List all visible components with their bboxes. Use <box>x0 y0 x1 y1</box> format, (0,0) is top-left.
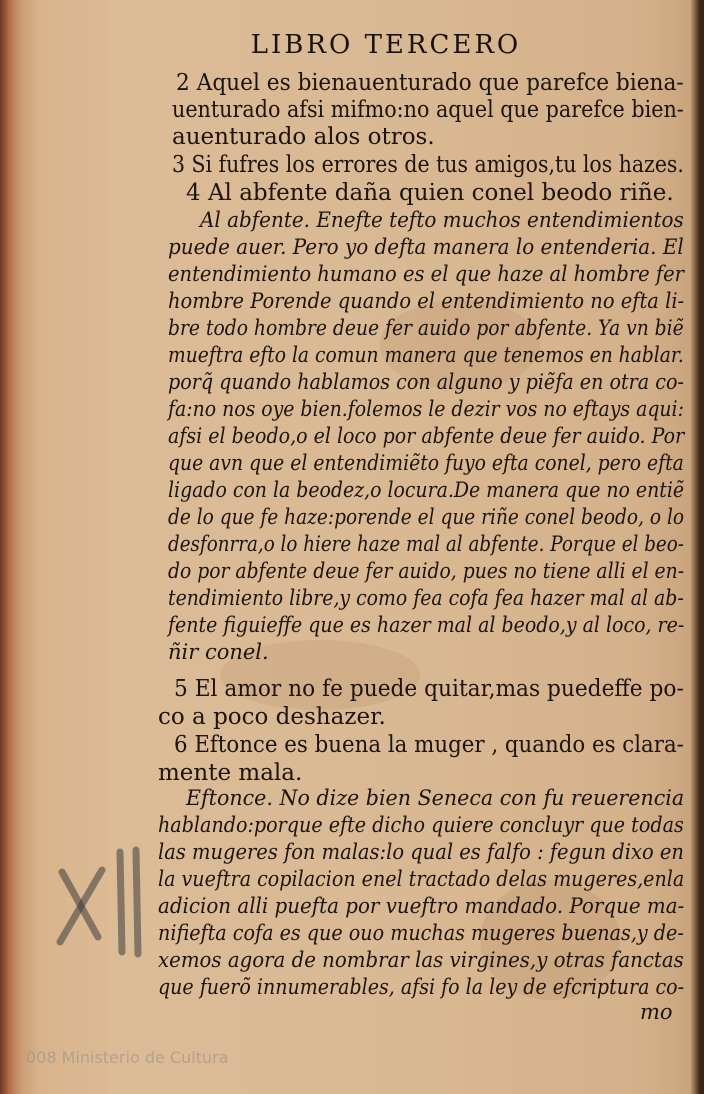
text-line: puede auer. Pero yo defta manera lo entenderia. El <box>168 235 684 259</box>
text-line: adicion alli puefta por vueftro mandado. Porque ma- <box>158 894 685 918</box>
text-line: ñir conel. <box>168 640 269 664</box>
text-line: que fuerõ innumerables, afsi fo la ley de efcriptura co- <box>158 975 685 999</box>
text-line: auenturado alos otros. <box>172 124 435 150</box>
text-line: mo <box>640 1000 673 1024</box>
text-line: hablando:porque efte dicho quiere concluyr que todas <box>158 813 684 837</box>
text-line: fa:no nos oye bien.folemos le dezir vos no eftays aqui: <box>168 397 684 421</box>
text-line: que avn que el entendimiẽto fuyo efta conel, pero efta <box>168 451 684 475</box>
text-line: desfonrra,o lo hiere haze mal al abfente. Porque el beo- <box>168 532 684 556</box>
text-line: 2 Aquel es bienauenturado que parefce biena- <box>176 70 684 96</box>
text-line: Al abfente. Enefte tefto muchos entendimientos <box>200 208 684 232</box>
text-line: do por abfente deue fer auido, pues no tiene alli el en- <box>168 559 685 583</box>
text-line: de lo que fe haze:porende el que riñe conel beodo, o lo <box>168 505 685 529</box>
running-header: LIBRO TERCERO <box>250 30 522 60</box>
text-line: entendimiento humano es el que haze al hombre fer <box>168 262 684 286</box>
text-line: las mugeres fon malas:lo qual es falfo : fegun dixo en <box>158 840 684 864</box>
text-line: mente mala. <box>158 760 303 786</box>
text-line: 4 Al abfente daña quien conel beodo riñe. <box>186 180 674 206</box>
text-line: mueftra efto la comun manera que tenemos en hablar. <box>168 343 684 367</box>
text-line: co a poco deshazer. <box>158 704 386 730</box>
text-line: porq̃ quando hablamos con alguno y piẽfa en otra co- <box>168 370 684 394</box>
watermark: 008 Ministerio de Cultura <box>26 1048 229 1067</box>
text-line: hombre Porende quando el entendimiento no efta li- <box>168 289 685 313</box>
text-line: fente figuieffe que es hazer mal al beodo,y al loco, re- <box>168 613 685 637</box>
page-spine-edge <box>0 0 22 1094</box>
text-line: bre todo hombre deue fer auido por abfente. Ya vn biẽ <box>168 316 684 340</box>
text-line: tendimiento libre,y como fea cofa fea hazer mal al ab- <box>168 586 684 610</box>
text-line: ligado con la beodez,o locura.De manera que no entiẽ <box>168 478 685 502</box>
text-line: nifiefta cofa es que ouo muchas mugeres buenas,y de- <box>158 921 684 945</box>
text-line: uenturado afsi mifmo:no aquel que parefce bien- <box>172 97 684 123</box>
text-line: afsi el beodo,o el loco por abfente deue fer auido. Por <box>168 424 685 448</box>
text-line: Eftonce. No dize bien Seneca con fu reuerencia <box>186 786 685 810</box>
text-line: la vueftra copilacion enel tractado delas mugeres,enla <box>158 867 685 891</box>
margin-annotation-xii <box>50 842 150 962</box>
text-line: 5 El amor no fe puede quitar,mas puedeffe po- <box>174 676 684 702</box>
text-line: 3 Si fufres los errores de tus amigos,tu los hazes. <box>172 152 684 178</box>
text-line: 6 Eftonce es buena la muger , quando es clara- <box>174 732 684 758</box>
text-line: xemos agora de nombrar las virgines,y otras fanctas <box>158 948 684 972</box>
